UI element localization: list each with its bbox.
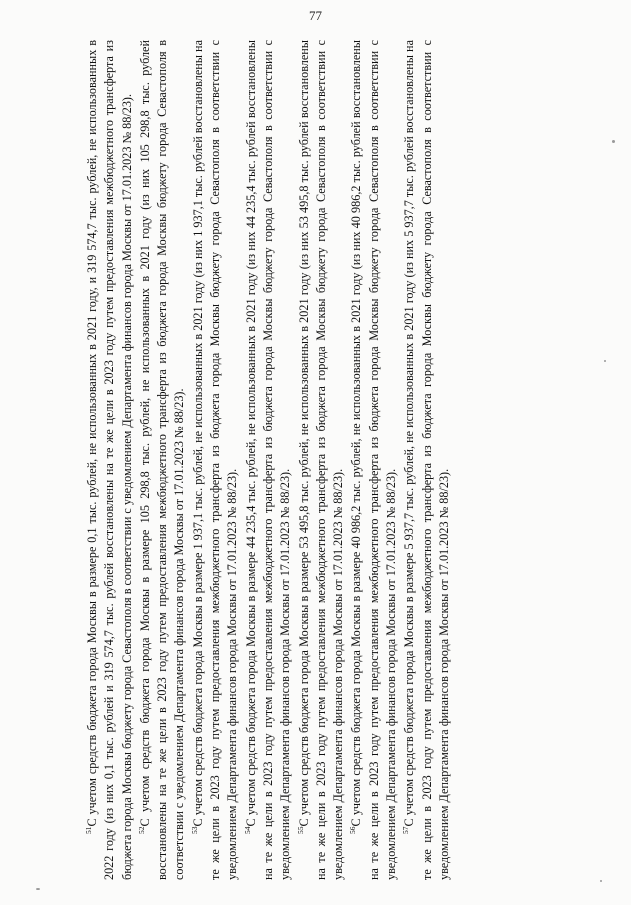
footnote-52 <box>137 40 189 880</box>
rotated-footnotes-block <box>84 40 554 880</box>
page-number: 77 <box>309 8 322 23</box>
footnote-ref: 57 <box>401 826 411 834</box>
footnote-text: С учетом средств бюджета города Москвы в размере 105 298,8 тыс. рублей, не использованных в 2021 году (из них 105 298,8 тыс. рублей восстановлены на те же цели в 2023 году путем предоставления межбюджетного трансферта из бюджета города Москвы бюджету города Севастополя в соответствии с уведомлением Департамента финансов города Москвы от 17.01.2023 № 88/23). <box>137 40 187 880</box>
footnote-ref: 55 <box>295 826 305 834</box>
footnote-ref: 52 <box>136 826 146 834</box>
scan-speck <box>604 360 606 362</box>
footnote-text: С учетом средств бюджета города Москвы в размере 5 937,7 тыс. рублей, не использованных в 2021 году (из них 5 937,7 тыс. рублей восстановлены на те же цели в 2023 году путем предоставления межбюджетного трансферта из бюджета города Москвы бюджету города Севастополя в соответствии с уведомлением Департамента финансов города Москвы от 17.01.2023 № 88/23). <box>402 40 451 880</box>
footnote-51 <box>84 40 136 880</box>
footnote-ref: 54 <box>242 826 252 834</box>
footnote-ref: 51 <box>83 826 93 834</box>
footnote-text: С учетом средств бюджета города Москвы в размере 1 937,1 тыс. рублей, не использованных в 2021 году (из них 1 937,1 тыс. рублей восстановлены на те же цели в 2023 году путем предоставления межбюджетного трансферта из бюджета города Москвы бюджету города Севастополя в соответствии с уведомлением Департамента финансов города Москвы от 17.01.2023 № 88/23). <box>190 40 240 880</box>
footnote-57 <box>401 40 453 880</box>
footnote-text: С учетом средств бюджета города Москвы в размере 53 495,8 тыс. рублей, не использованных в 2021 году (из них 53 495,8 тыс. рублей восстановлены на те же цели в 2023 году путем предоставления межбюджетного трансферта из бюджета города Москвы бюджету города Севастополя в соответствии с уведомлением Департамента финансов города Москвы от 17.01.2023 № 88/23). <box>296 40 346 880</box>
footnote-ref: 56 <box>348 826 358 834</box>
footnote-ref: 53 <box>189 826 199 834</box>
footnote-text: С учетом средств бюджета города Москвы в размере 44 235,4 тыс. рублей, не использованных в 2021 году (из них 44 235,4 тыс. рублей восстановлены на те же цели в 2023 году путем предоставления межбюджетного трансферта из бюджета города Москвы бюджету города Севастополя в соответствии с уведомлением Департамента финансов города Москвы от 17.01.2023 № 88/23). <box>243 40 293 880</box>
footnote-text: С учетом средств бюджета города Москвы в размере 0,1 тыс. рублей, не использованных в 2021 году, и 319 574,7 тыс. рублей, не использованных в 2022 году (из них 0,1 тыс. рублей и 319 574,7 тыс. рублей восстановлены на те же цели в 2023 году путем предоставления межбюджетного трансферта из бюджета города Москвы бюджету города Севастополя в соответствии с уведомлением Департамента финансов города Москвы от 17.01.2023 № 88/23). <box>85 40 134 880</box>
scan-speck <box>36 888 40 890</box>
scan-speck <box>600 880 602 882</box>
footnote-56 <box>348 40 400 880</box>
footnote-54 <box>243 40 295 880</box>
scan-speck <box>612 140 615 143</box>
footnote-53 <box>190 40 242 880</box>
footnote-55 <box>296 40 348 880</box>
footnote-text: С учетом средств бюджета города Москвы в размере 40 986,2 тыс. рублей, не использованных в 2021 году (из них 40 986,2 тыс. рублей восстановлены на те же цели в 2023 году путем предоставления межбюджетного трансферта из бюджета города Москвы бюджету города Севастополя в соответствии с уведомлением Департамента финансов города Москвы от 17.01.2023 № 88/23). <box>349 40 399 880</box>
